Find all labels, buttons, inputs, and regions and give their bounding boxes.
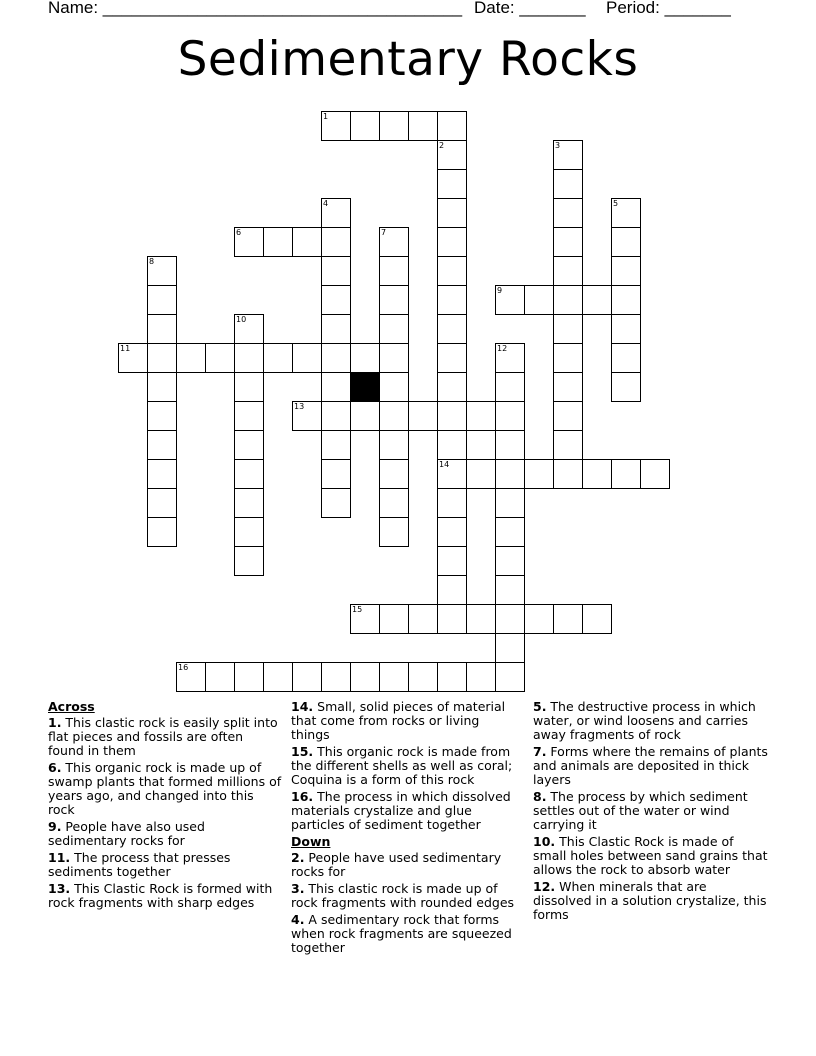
- grid-cell[interactable]: [379, 401, 409, 431]
- grid-cell[interactable]: [205, 343, 235, 373]
- grid-cell[interactable]: [147, 401, 177, 431]
- name-field-label: Name: ______________________________________: [48, 0, 463, 17]
- clue-item: [533, 835, 769, 877]
- grid-cell[interactable]: [437, 285, 467, 315]
- grid-cell[interactable]: [379, 314, 409, 344]
- grid-cell[interactable]: [553, 198, 583, 228]
- grid-cell[interactable]: [524, 459, 554, 489]
- grid-cell[interactable]: [437, 372, 467, 402]
- grid-cell[interactable]: [611, 227, 641, 257]
- grid-cell[interactable]: [437, 198, 467, 228]
- grid-cell[interactable]: [176, 343, 206, 373]
- clue-number-label: 2.: [291, 850, 305, 865]
- clue-number: 6: [236, 228, 242, 237]
- grid-cell[interactable]: [437, 343, 467, 373]
- grid-cell[interactable]: [495, 546, 525, 576]
- grid-cell[interactable]: [437, 517, 467, 547]
- grid-cell[interactable]: [582, 459, 612, 489]
- clue-text: People have also used sedimentary rocks for: [48, 819, 205, 848]
- clue-text: This organic rock is made up of swamp plants that formed millions of years ago, and changed into this rock: [48, 760, 282, 817]
- grid-cell[interactable]: [147, 517, 177, 547]
- clue-item: [48, 716, 282, 758]
- clue-number-label: 6.: [48, 760, 62, 775]
- grid-cell[interactable]: [611, 198, 641, 228]
- down-heading: Down: [291, 834, 331, 849]
- grid-cell[interactable]: [495, 662, 525, 692]
- clue-number: 5: [613, 199, 619, 208]
- clue-number-label: 8.: [533, 789, 547, 804]
- clue-text: The process in which dissolved materials crystalize and glue particles of sediment together: [291, 789, 511, 832]
- grid-cell[interactable]: [437, 488, 467, 518]
- grid-cell[interactable]: [176, 662, 206, 692]
- clue-text: This clastic rock is easily split into flat pieces and fossils are often found in them: [48, 715, 278, 758]
- grid-cell[interactable]: [321, 198, 351, 228]
- grid-cell[interactable]: [495, 372, 525, 402]
- clue-number-label: 3.: [291, 881, 305, 896]
- grid-cell[interactable]: [379, 111, 409, 141]
- grid-cell[interactable]: [524, 285, 554, 315]
- clue-number-label: 12.: [533, 879, 556, 894]
- grid-cell[interactable]: [292, 401, 322, 431]
- clues-column-3: [533, 700, 769, 925]
- date-field-label: Date: _______: [474, 0, 586, 17]
- grid-cell[interactable]: [437, 459, 467, 489]
- grid-cell[interactable]: [350, 401, 380, 431]
- clue-number-label: 1.: [48, 715, 62, 730]
- grid-cell[interactable]: [147, 459, 177, 489]
- clue-number: 14: [439, 460, 450, 469]
- grid-cell[interactable]: [234, 372, 264, 402]
- grid-cell[interactable]: [553, 256, 583, 286]
- grid-cell[interactable]: [408, 604, 438, 634]
- grid-cell[interactable]: [321, 430, 351, 460]
- grid-cell[interactable]: [466, 459, 496, 489]
- clue-text: Small, solid pieces of material that come from rocks or living things: [291, 699, 506, 742]
- grid-cell[interactable]: [495, 343, 525, 373]
- grid-cell[interactable]: [234, 314, 264, 344]
- clue-number: 9: [497, 286, 503, 295]
- grid-cell[interactable]: [379, 662, 409, 692]
- clue-item: [291, 790, 517, 832]
- clue-number: 1: [323, 112, 329, 121]
- grid-cell[interactable]: [147, 372, 177, 402]
- grid-cell[interactable]: [147, 285, 177, 315]
- grid-cell[interactable]: [350, 343, 380, 373]
- clue-item: [533, 880, 769, 922]
- grid-cell[interactable]: [611, 372, 641, 402]
- grid-cell[interactable]: [379, 227, 409, 257]
- grid-cell[interactable]: [553, 314, 583, 344]
- grid-cell[interactable]: [379, 488, 409, 518]
- clue-number-label: 9.: [48, 819, 62, 834]
- clue-number: 3: [555, 141, 561, 150]
- grid-cell[interactable]: [611, 343, 641, 373]
- grid-cell[interactable]: [147, 488, 177, 518]
- clue-item: [291, 882, 517, 910]
- grid-cell[interactable]: [437, 169, 467, 199]
- grid-cell[interactable]: [292, 343, 322, 373]
- grid-cell[interactable]: [321, 343, 351, 373]
- grid-cell[interactable]: [205, 662, 235, 692]
- grid-cell[interactable]: [234, 227, 264, 257]
- grid-cell[interactable]: [437, 256, 467, 286]
- clue-number-label: 7.: [533, 744, 547, 759]
- grid-cell[interactable]: [495, 430, 525, 460]
- clue-number: 2: [439, 141, 445, 150]
- grid-cell[interactable]: [495, 459, 525, 489]
- period-field-label: Period: _______: [606, 0, 731, 17]
- grid-cell[interactable]: [321, 372, 351, 402]
- clue-number: 8: [149, 257, 155, 266]
- clue-number-label: 5.: [533, 699, 547, 714]
- clue-text: Forms where the remains of plants and animals are deposited in thick layers: [533, 744, 768, 787]
- clue-text: A sedimentary rock that forms when rock fragments are squeezed together: [291, 912, 512, 955]
- clue-number: 13: [294, 402, 305, 411]
- grid-cell[interactable]: [379, 430, 409, 460]
- clue-item: [48, 761, 282, 817]
- grid-cell[interactable]: [495, 488, 525, 518]
- grid-cell[interactable]: [321, 662, 351, 692]
- grid-cell[interactable]: [408, 401, 438, 431]
- clue-number: 15: [352, 605, 363, 614]
- clues-column-1: [48, 700, 282, 913]
- across-heading: Across: [48, 699, 95, 714]
- grid-cell[interactable]: [234, 488, 264, 518]
- grid-cell[interactable]: [234, 517, 264, 547]
- grid-cell[interactable]: [321, 285, 351, 315]
- grid-cell[interactable]: [437, 430, 467, 460]
- grid-cell[interactable]: [611, 256, 641, 286]
- grid-cell[interactable]: [118, 343, 148, 373]
- grid-cell[interactable]: [495, 633, 525, 663]
- grid-cell[interactable]: [321, 256, 351, 286]
- grid-cell[interactable]: [553, 430, 583, 460]
- clue-item: [291, 700, 517, 742]
- grid-cell[interactable]: [379, 372, 409, 402]
- grid-cell[interactable]: [553, 343, 583, 373]
- clues-column-2: [291, 700, 517, 958]
- grid-cell[interactable]: [147, 314, 177, 344]
- grid-cell[interactable]: [553, 285, 583, 315]
- grid-cell[interactable]: [611, 459, 641, 489]
- grid-cell[interactable]: [379, 285, 409, 315]
- clue-text: People have used sedimentary rocks for: [291, 850, 502, 879]
- grid-cell[interactable]: [582, 285, 612, 315]
- grid-cell[interactable]: [640, 459, 670, 489]
- grid-cell[interactable]: [495, 604, 525, 634]
- grid-cell[interactable]: [437, 546, 467, 576]
- clue-item: [533, 745, 769, 787]
- grid-cell[interactable]: [495, 575, 525, 605]
- grid-cell[interactable]: [466, 604, 496, 634]
- page-title: Sedimentary Rocks: [177, 32, 639, 87]
- clue-number-label: 4.: [291, 912, 305, 927]
- grid-cell[interactable]: [553, 227, 583, 257]
- clue-text: This Clastic Rock is made of small holes between sand grains that allows the rock to absorb water: [533, 834, 768, 877]
- grid-cell[interactable]: [437, 140, 467, 170]
- grid-cell[interactable]: [350, 111, 380, 141]
- grid-cell[interactable]: [553, 604, 583, 634]
- grid-cell[interactable]: [553, 401, 583, 431]
- grid-cell[interactable]: [466, 401, 496, 431]
- clue-number: 11: [120, 344, 131, 353]
- clue-number-label: 10.: [533, 834, 556, 849]
- grid-cell[interactable]: [234, 459, 264, 489]
- grid-cell[interactable]: [524, 604, 554, 634]
- grid-cell[interactable]: [321, 111, 351, 141]
- clue-text: When minerals that are dissolved in a solution crystalize, this forms: [533, 879, 767, 922]
- grid-cell[interactable]: [350, 604, 380, 634]
- blocked-cell: [350, 372, 380, 402]
- grid-cell[interactable]: [292, 227, 322, 257]
- clue-number-label: 16.: [291, 789, 314, 804]
- grid-cell[interactable]: [321, 314, 351, 344]
- grid-cell[interactable]: [611, 285, 641, 315]
- grid-cell[interactable]: [466, 662, 496, 692]
- clue-item: [48, 851, 282, 879]
- grid-cell[interactable]: [379, 256, 409, 286]
- clue-item: [48, 882, 282, 910]
- clue-text: This organic rock is made from the different shells as well as coral; Coquina is a form of this rock: [291, 744, 513, 787]
- grid-cell[interactable]: [553, 169, 583, 199]
- clue-number-label: 11.: [48, 850, 71, 865]
- clue-number: 7: [381, 228, 387, 237]
- grid-cell[interactable]: [611, 314, 641, 344]
- grid-cell[interactable]: [321, 459, 351, 489]
- grid-cell[interactable]: [147, 343, 177, 373]
- grid-cell[interactable]: [263, 227, 293, 257]
- grid-cell[interactable]: [234, 343, 264, 373]
- grid-cell[interactable]: [263, 343, 293, 373]
- clue-item: [48, 820, 282, 848]
- grid-cell[interactable]: [437, 111, 467, 141]
- grid-cell[interactable]: [234, 430, 264, 460]
- grid-cell[interactable]: [495, 517, 525, 547]
- clue-item: [533, 700, 769, 742]
- grid-cell[interactable]: [234, 401, 264, 431]
- grid-cell[interactable]: [582, 604, 612, 634]
- clue-number-label: 15.: [291, 744, 314, 759]
- grid-cell[interactable]: [292, 662, 322, 692]
- grid-cell[interactable]: [379, 604, 409, 634]
- clue-text: The destructive process in which water, or wind loosens and carries away fragments of rock: [533, 699, 756, 742]
- clue-item: [291, 745, 517, 787]
- clue-text: The process that presses sediments together: [48, 850, 231, 879]
- grid-cell[interactable]: [553, 459, 583, 489]
- grid-cell[interactable]: [553, 372, 583, 402]
- clue-number: 10: [236, 315, 247, 324]
- grid-cell[interactable]: [495, 401, 525, 431]
- grid-cell[interactable]: [350, 662, 380, 692]
- clue-text: This Clastic Rock is formed with rock fragments with sharp edges: [48, 881, 273, 910]
- grid-cell[interactable]: [379, 459, 409, 489]
- clue-number: 12: [497, 344, 508, 353]
- grid-cell[interactable]: [437, 575, 467, 605]
- clue-number: 4: [323, 199, 329, 208]
- grid-cell[interactable]: [321, 401, 351, 431]
- clue-item: [291, 851, 517, 879]
- clue-number-label: 14.: [291, 699, 314, 714]
- grid-cell[interactable]: [553, 140, 583, 170]
- grid-cell[interactable]: [147, 430, 177, 460]
- grid-cell[interactable]: [321, 227, 351, 257]
- clue-text: This clastic rock is made up of rock fragments with rounded edges: [291, 881, 515, 910]
- grid-cell[interactable]: [379, 343, 409, 373]
- grid-cell[interactable]: [379, 517, 409, 547]
- clue-number: 16: [178, 663, 189, 672]
- grid-cell[interactable]: [437, 662, 467, 692]
- grid-cell[interactable]: [234, 662, 264, 692]
- grid-cell[interactable]: [437, 314, 467, 344]
- clue-text: The process by which sediment settles out of the water or wind carrying it: [533, 789, 748, 832]
- clue-item: [533, 790, 769, 832]
- grid-cell[interactable]: [234, 546, 264, 576]
- grid-cell[interactable]: [408, 662, 438, 692]
- grid-cell[interactable]: [495, 285, 525, 315]
- grid-cell[interactable]: [263, 662, 293, 692]
- grid-cell[interactable]: [147, 256, 177, 286]
- grid-cell[interactable]: [408, 111, 438, 141]
- clue-number-label: 13.: [48, 881, 71, 896]
- grid-cell[interactable]: [321, 488, 351, 518]
- clue-item: [291, 913, 517, 955]
- grid-cell[interactable]: [437, 401, 467, 431]
- grid-cell[interactable]: [437, 227, 467, 257]
- grid-cell[interactable]: [437, 604, 467, 634]
